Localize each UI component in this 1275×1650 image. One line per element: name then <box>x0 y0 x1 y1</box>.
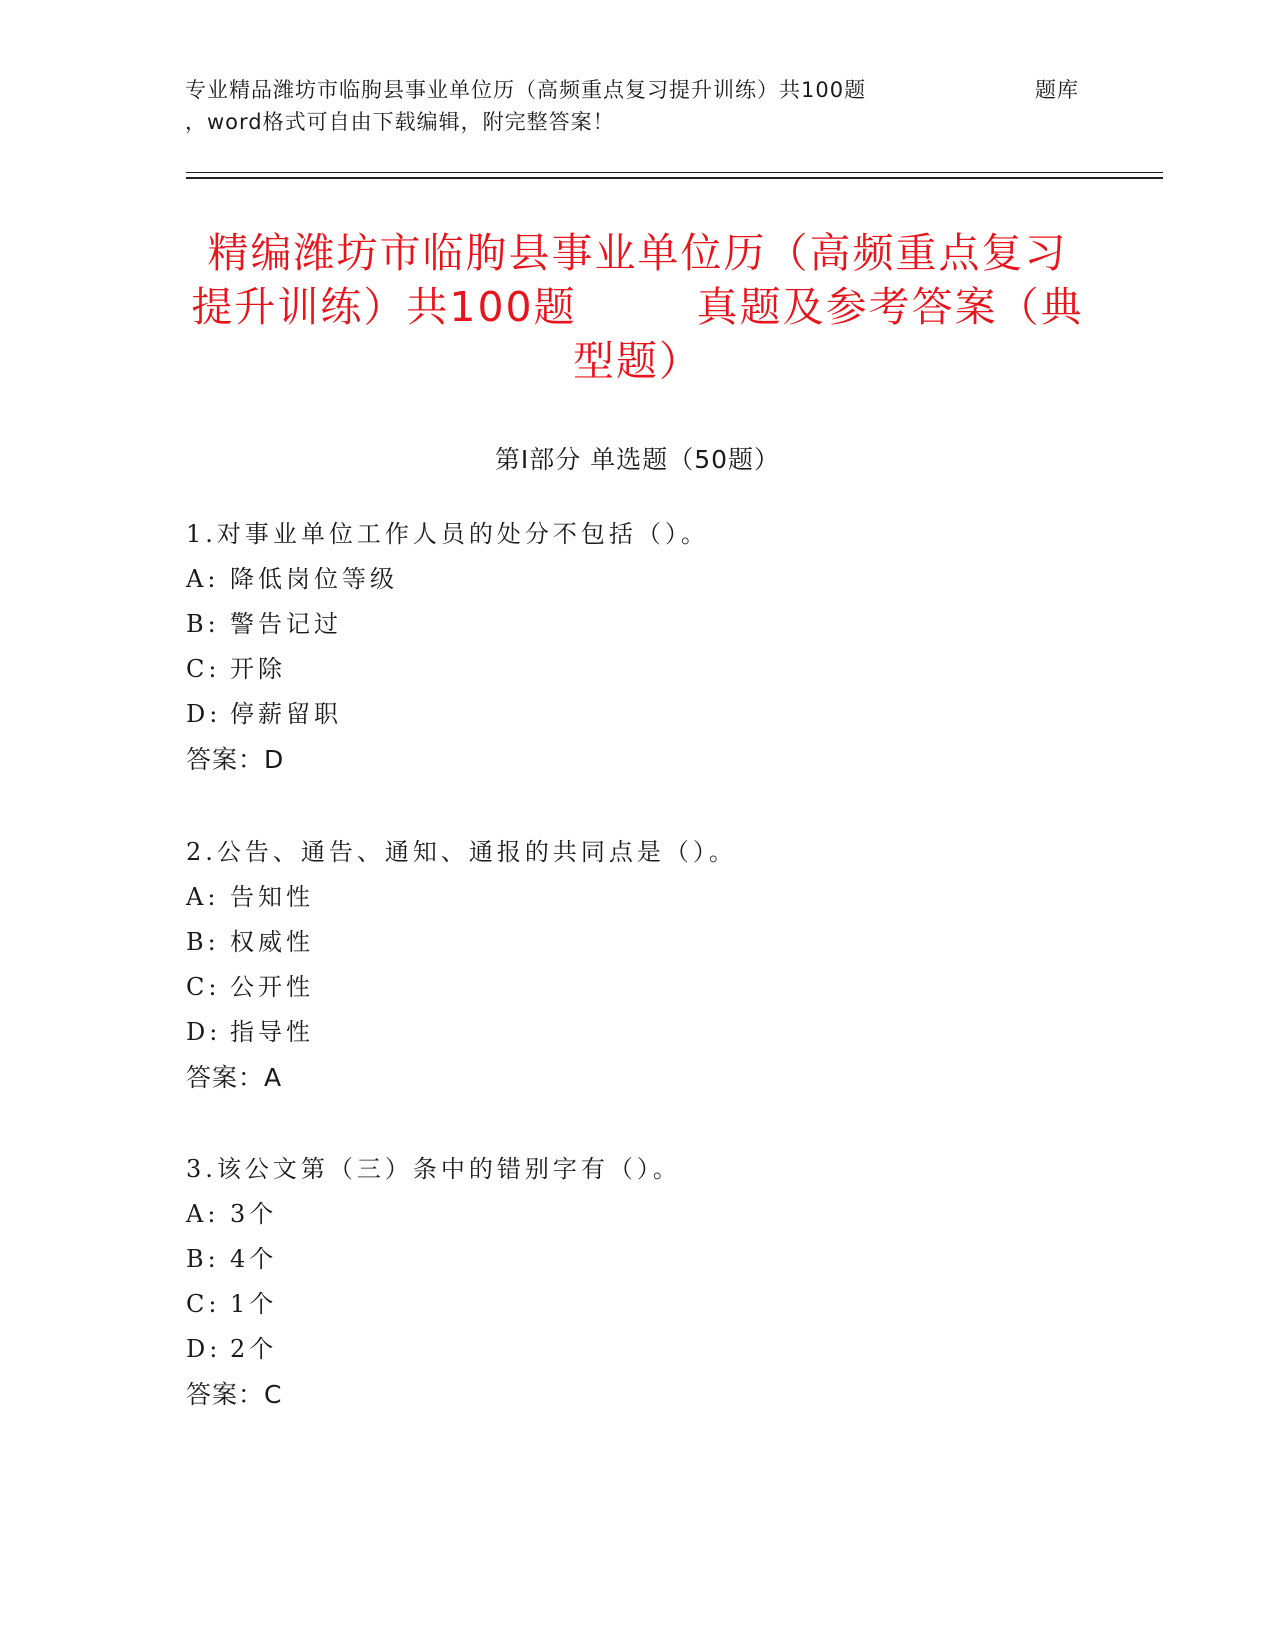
option-text: 停薪留职 <box>230 700 342 728</box>
option-text: 2个 <box>230 1335 278 1363</box>
option-text: 权威性 <box>230 928 314 956</box>
option-d <box>186 1010 737 1055</box>
option-a <box>186 875 737 920</box>
option-key: D: <box>186 1018 222 1046</box>
question-stem: 3.该公文第（三）条中的错别字有（）。 <box>186 1155 681 1183</box>
option-key: A: <box>186 565 220 593</box>
option-key: B: <box>186 610 220 638</box>
option-text: 3个 <box>230 1200 278 1228</box>
option-text: 1个 <box>230 1290 278 1318</box>
option-c <box>186 647 709 692</box>
question-stem: 2.公告、通告、通知、通报的共同点是（）。 <box>186 838 737 866</box>
option-text: 公开性 <box>230 973 314 1001</box>
answer: 答案：A <box>186 1063 283 1092</box>
option-text: 4个 <box>230 1245 278 1273</box>
option-b <box>186 602 709 647</box>
header-description: 专业精品潍坊市临朐县事业单位历（高频重点复习提升训练）共100题 <box>185 78 867 102</box>
header-divider-thin <box>186 172 1163 173</box>
header-divider-thick <box>186 177 1163 179</box>
answer: 答案：D <box>186 745 285 774</box>
title-part2: 真题及参考答案（典型题） <box>573 283 1084 385</box>
option-key: B: <box>186 928 220 956</box>
option-text: 降低岗位等级 <box>230 565 398 593</box>
question-2 <box>186 830 737 1100</box>
title-part1: 精编潍坊市临朐县事业单位历（高频重点复习提升训练）共100题 <box>191 229 1068 331</box>
answer: 答案：C <box>186 1380 283 1409</box>
option-key: C: <box>186 973 221 1001</box>
option-a <box>186 557 709 602</box>
option-text: 告知性 <box>230 883 314 911</box>
option-d <box>186 692 709 737</box>
document-title <box>190 226 1085 388</box>
option-c <box>186 1282 681 1327</box>
option-d <box>186 1327 681 1372</box>
header-description-continued: ，word格式可自由下载编辑，附完整答案！ <box>185 110 615 134</box>
header-tag: 题库 <box>1035 78 1079 102</box>
question-1 <box>186 512 709 782</box>
option-key: B: <box>186 1245 220 1273</box>
question-stem: 1.对事业单位工作人员的处分不包括（）。 <box>186 520 709 548</box>
section-heading: 第Ⅰ部分 单选题（50题） <box>494 445 781 474</box>
option-key: A: <box>186 883 220 911</box>
option-text: 开除 <box>230 655 286 683</box>
option-b <box>186 1237 681 1282</box>
option-text: 警告记过 <box>230 610 342 638</box>
question-3 <box>186 1147 681 1417</box>
option-b <box>186 920 737 965</box>
option-key: C: <box>186 655 221 683</box>
option-key: D: <box>186 700 222 728</box>
option-text: 指导性 <box>230 1018 314 1046</box>
option-key: D: <box>186 1335 222 1363</box>
option-c <box>186 965 737 1010</box>
option-key: A: <box>186 1200 220 1228</box>
option-a <box>186 1192 681 1237</box>
option-key: C: <box>186 1290 221 1318</box>
